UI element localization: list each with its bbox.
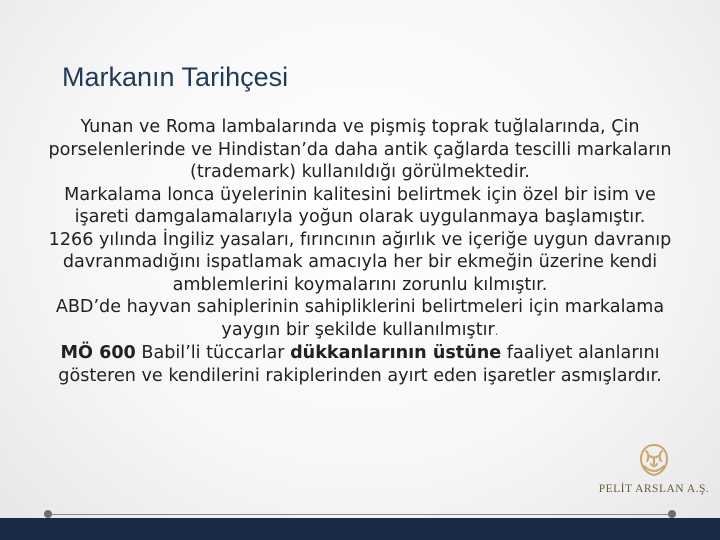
paragraph-usa-text: ABD’de hayvan sahiplerinin sahipliklerini belirtmeleri için markalama yaygın bir şekilde kullanılmıştır (55, 297, 665, 340)
paragraph-usa-period: . (494, 323, 499, 338)
paragraph-guild: Markalama lonca üyelerinin kalitesini belirtmek için özel bir isim ve işareti damgalamalarıyla yoğun olarak uygulanmaya başlamıştır. (64, 184, 656, 227)
paragraph-babylon (40, 342, 680, 387)
footer-dot-right (668, 510, 676, 518)
babylon-emphasis: dükkanlarının üstüne (290, 343, 502, 363)
paragraph-1266: 1266 yılında İngiliz yasaları, fırıncının ağırlık ve içeriğe uygun davranıp davranmadığını ispatlamak amacıyla her bir ekmeğin üzerine kendi amblemlerini koymalarını zorunlu kılmıştır. (48, 229, 672, 295)
paragraph-ancient: Yunan ve Roma lambalarında ve pişmiş toprak tuğlalarında, Çin porselenlerinde ve Hindistan’da daha antik çağlarda tescilli markaların (trademark) kullanıldığı görülmektedir. (48, 117, 672, 182)
company-logo (598, 440, 710, 500)
babylon-date: MÖ 600 (60, 343, 136, 363)
babylon-text-2: faaliyet alanlarını gösteren ve kendilerini rakiplerinden ayırt eden işaretler asmışlardır. (58, 343, 662, 386)
paragraph-usa (40, 296, 680, 342)
slide-body (40, 116, 680, 387)
footer-divider (48, 514, 672, 515)
slide-title: Markanın Tarihçesi (62, 62, 289, 92)
logo-text: PELİT ARSLAN A.Ş. (598, 483, 710, 495)
lion-head-icon (636, 442, 672, 478)
footer-bar (0, 518, 720, 540)
babylon-text-1: Babil’li tüccarlar (135, 343, 291, 363)
footer-dot-left (44, 510, 52, 518)
